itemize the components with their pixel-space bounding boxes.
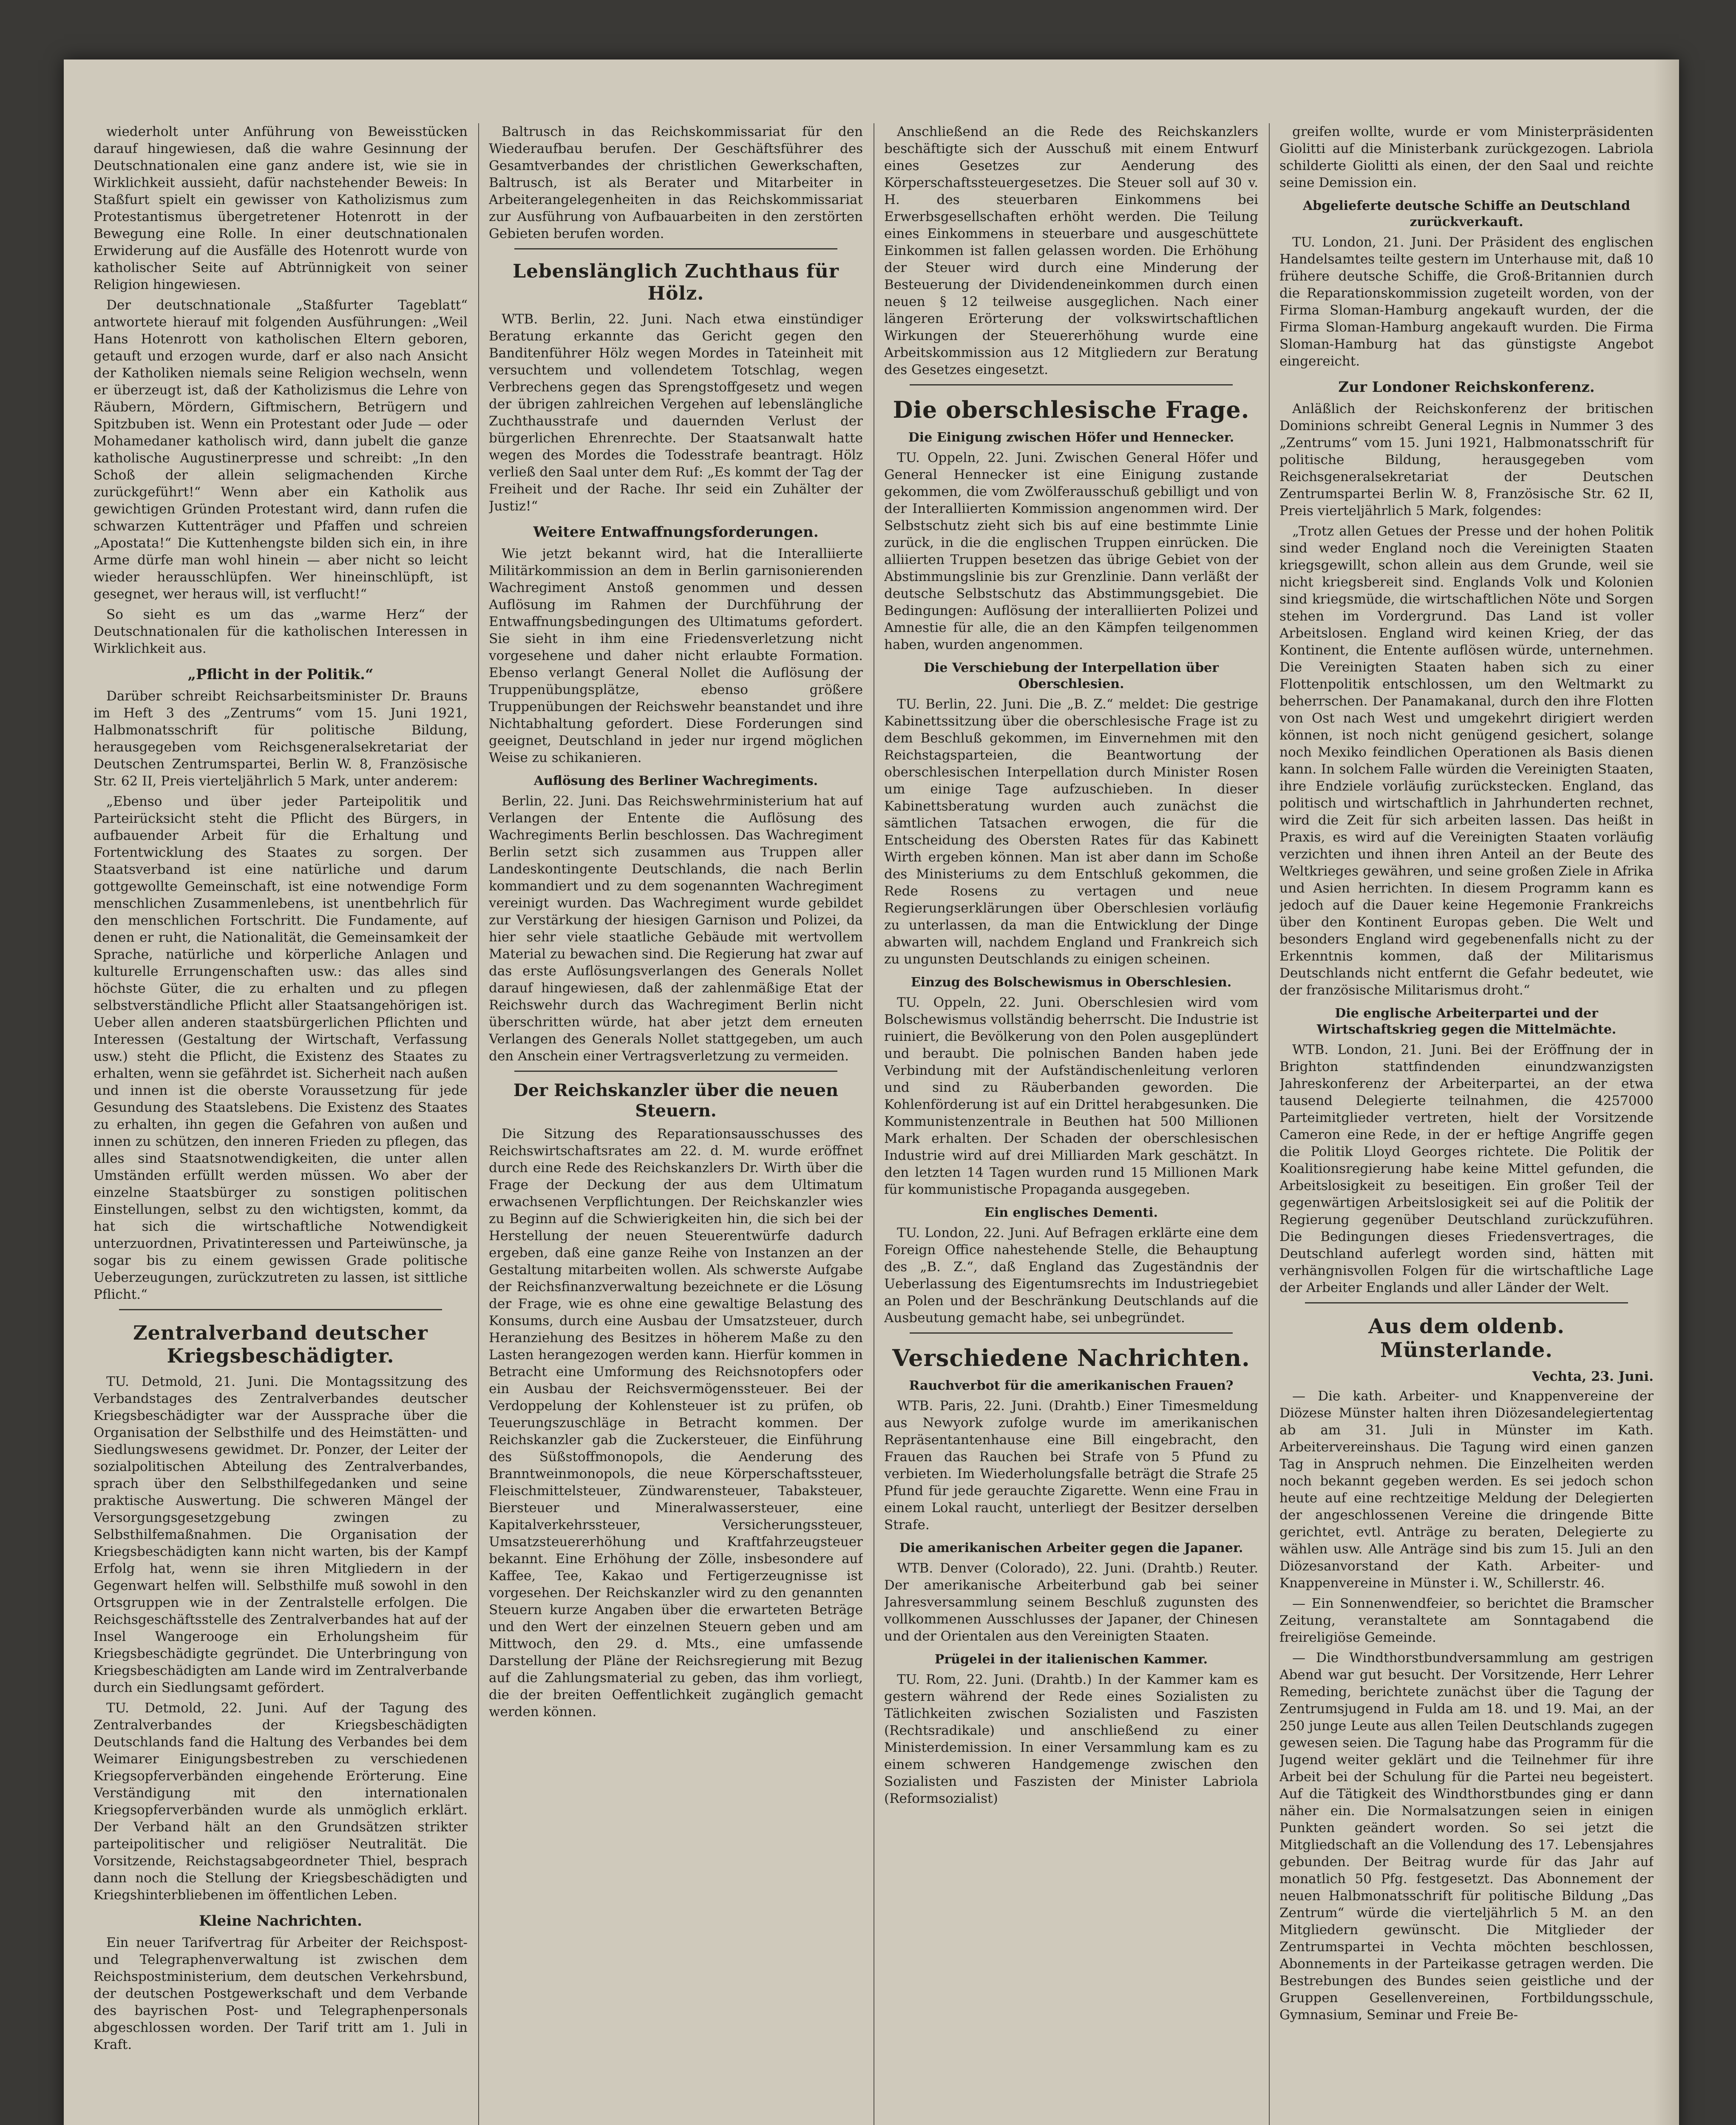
divider	[910, 384, 1233, 385]
column-3	[884, 123, 1258, 2125]
divider	[1305, 1302, 1628, 1303]
divider	[119, 1309, 442, 1310]
article-text: Die Sitzung des Reparationsausschusses des Reichswirtschaftsrates am 22. d. M. wurde eröffnet durch eine Rede des Reichskanzlers Dr. Wirth über die Frage der Deckung der aus dem Ultimatum erwachsenen Verpflichtungen. Der Reichskanzler wies zu Beginn auf die Schwierigkeiten hin, die sich bei der Herstellung der neuen Steuerentwürfe dadurch ergeben, daß eine ganze Reihe von Instanzen an der Gestaltung mitarbeiten wollen. Als schwerste Aufgabe der Reichsfinanzverwaltung bezeichnete er die Lösung der Frage, wie es ohne eine gewaltige Belastung des Konsums, durch eine Ausbau der Umsatzsteuer, durch Heranziehung des Besitzes in höherem Maße zu den Lasten herangezogen werden kann. Hierfür kommen in Betracht eine Umformung des Reichsnotopfers oder ein Ausbau der Reichsvermögenssteuer. Bei der Verdoppelung der Kohlensteuer ist zu prüfen, ob Teuerungszuschläge in Betracht kommen. Der Reichskanzler gab die Zuckersteuer, die Einführung des Süßstoffmonopols, die Aenderung des Branntweinmonopols, die neue Körperschaftssteuer, Fleischmittelsteuer, Zündwarensteuer, Tabaksteuer, Biersteuer und Mineralwassersteuer, eine Kapitalverkehrssteuer, Versicherungssteuer, Umsatzsteuererhöhung und Kraftfahrzeugsteuer bekannt. Eine Erhöhung der Zölle, insbesondere auf Kaffee, Tee, Kakao und Fertigerzeugnisse ist vorgesehen. Der Reichskanzler wird zu den genannten Steuern kurze Angaben über die erwarteten Beträge und den Wert der einzelnen Steuern geben und am Mittwoch, den 29. d. Mts., eine umfassende Darstellung der Pläne der Reichsregierung mit Bezug auf die Zahlungsmaterial zu geben, das ihm vorliegt, die der breiten Oeffentlichkeit zugänglich gemacht werden können.	[489, 1126, 863, 1720]
article-text: TU. London, 22. Juni. Auf Befragen erklärte eine dem Foreign Office nahestehende Stelle, die Behauptung des „B. Z.“, daß England das Zugeständnis der Ueberlassung des Eigentumsrechts im Industriegebiet an Polen und der Beschränkung Deutschlands auf die Ausbeutung gemacht habe, sei unbegründet.	[884, 1225, 1258, 1326]
subheadline-schiffe: Abgelieferte deutsche Schiffe an Deutschland zurückverkauft.	[1303, 198, 1630, 230]
article-text: TU. London, 21. Juni. Der Präsident des englischen Handelsamtes teilte gestern im Unterhause mit, daß 10 frühere deutsche Schiffe, die Groß-Britannien durch die Reparationskommission zugeteilt worden, von der Firma Sloman-Hamburg angekauft wurden, der die Firma Sloman-Hamburg angekauft wurden. Die Firma Sloman-Hamburg hat das günstigste Angebot eingereicht.	[1279, 235, 1654, 369]
column-2	[489, 123, 863, 2125]
subheadline-verschiebung: Die Verschiebung der Interpellation über Oberschlesien.	[923, 660, 1219, 691]
subheadline-bolschewismus: Einzug des Bolschewismus in Oberschlesien.	[911, 975, 1232, 990]
article-text: TU. Oppeln, 22. Juni. Oberschlesien wird vom Bolschewismus vollständig beherrscht. Die Industrie ist ruiniert, die Bevölkerung von den Polen ausgeplündert und beraubt. Die polnischen Banden haben jede Verbindung mit der Aufständischenleitung verloren und sind zu Räuberbanden geworden. Die Kohlenförderung ist auf ein Drittel herabgesunken. Die Kommunistenzentrale in Beuthen hat 500 Millionen Mark erhalten. Der Schaden der oberschlesischen Industrie wird auf drei Milliarden Mark geschätzt. In den letzten 14 Tagen wurden rund 15 Millionen Mark für kommunistische Propaganda ausgegeben.	[884, 995, 1258, 1197]
article-text: TU. Detmold, 21. Juni. Die Montagssitzung des Verbandstages des Zentralverbandes deutscher Kriegsbeschädigter war der Aussprache über die Organisation der Selbsthilfe und des Heimstätten- und Siedlungswesens gewidmet. Dr. Ponzer, der Leiter der sozialpolitischen Abteilung des Zentralverbandes, sprach über den Selbsthilfegedanken und seine praktische Auswertung. Die schweren Mängel der Versorgungsgesetzgebung zwingen zu Selbsthilfemaßnahmen. Die Organisation der Kriegsbeschädigten kann nicht warten, bis der Kampf Erfolg hat, wenn sie ihren Mitgliedern in der Gegenwart helfen will. Selbsthilfe muß sowohl in den Ortsgruppen wie in der Zentralstelle erfolgen. Die Reichsgeschäftsstelle des Zentralverbandes hat auf der Insel Wangerooge ein Erholungsheim für Kriegsbeschädigte gegründet. Die Unterbringung von Kriegsbeschädigten am Lande wird im Zentralverbande durch ein Siedlungsamt gefördert.	[94, 1374, 468, 1695]
subheadline-dementi: Ein englisches Dementi.	[984, 1205, 1158, 1220]
article-text: — Die Windthorstbundversammlung am gestrigen Abend war gut besucht. Der Vorsitzende, Herr Lehrer Remeding, berichtete zunächst über die Tagung der Zentrumsjugend in Fulda am 18. und 19. Mai, an der 250 junge Leute aus allen Teilen Deutschlands zugegen gewesen seien. Die Tagung habe das Programm für die Jugend weiter geklärt und die Teilnehmer für ihre Arbeit bei der Schulung für die Partei neu begeistert. Auf die Tätigkeit des Windthorstbundes ging er dann näher ein. Die Normalsatzungen seien in einigen Punkten geändert worden. So sei jetzt die Mitgliedschaft an die Vollendung des 17. Lebensjahres gebunden. Der Beitrag wurde für das Jahr auf monatlich 50 Pfg. festgesetzt. Das Abonnement der neuen Halbmonatsschrift für politische Bildung „Das Zentrum“ würde die vierteljährlich 5 M. an den Mitgliedern gewünscht. Die Mitglieder der Zentrumspartei in Vechta möchten beschlossen, Abonnements in der Parteikasse getragen werden. Die Bestrebungen des Bundes seien geistliche und der Gruppen Gesellenvereinen, Fortbildungsschule, Gymnasium, Seminar und Freie Be-	[1279, 1650, 1654, 2023]
article-text: Wie jetzt bekannt wird, hat die Interalliierte Militärkommission an dem in Berlin garnisonierenden Wachregiment Anstoß genommen und dessen Auflösung im Rahmen der Durchführung der Entwaffnungsbedingungen des Ultimatums gefordert. Sie sieht in ihm eine Friedensverletzung nicht vorgesehene und daher nicht erlaubte Formation. Ebenso verlangt General Nollet die Auflösung der Truppenübungsplätze, ebenso größere Truppenübungen der Reichswehr beanstandet und ihre Nichtabhaltung gefordert. Diese Forderungen sind geeignet, Deutschland in jeder nur irgend möglichen Weise zu schikanieren.	[489, 546, 863, 765]
headline-zentralverband: Zentralverband deutscher Kriegsbeschädigter.	[133, 1321, 428, 1367]
article-text: „Trotz allen Getues der Presse und der hohen Politik sind weder England noch die Vereinigten Staaten kriegsgewillt, schon allein aus dem Grunde, weil sie nicht kriegsbereit sind. Englands Volk und Kolonien sind kriegsmüde, die wirtschaftlichen Nöte und Sorgen stehen im Vordergrund. Das Land ist voller Arbeitslosen. England wird keinen Krieg, der das Kontinent, die Entente auflösen würde, unternehmen. Die Vereinigten Staaten haben sich zu einer Flottenpolitik entschlossen, um den Weltmarkt zu beherrschen. Der Panamakanal, durch den ihre Flotten von Ost nach West und umgekehrt dirigiert werden können, ist noch nicht genügend gesichert, solange noch Mexiko feindlichen Operationen als Basis dienen kann. In solchem Falle würden die Vereinigten Staaten, ihre Endziele vorläufig zurückstecken. England, das politisch und wirtschaftlich in Jahrhunderten rechnet, wird die Zeit für sich arbeiten lassen. Das heißt in Praxis, es wird auf die Vereinigten Staaten vorläufig verzichten und ihnen ihren Anteil an der Beute des Weltkrieges gewähren, und seine großen Ziele in Afrika und Asien herrichten. In diesem Programm kann es jedoch auf die Dauer keine Hegemonie Frankreichs über den Kontinent Europas geben. Die Welt und besonders England wird gegebenenfalls nicht zu der Erkenntnis kommen, daß der Militarismus Deutschlands nicht entfernt die Gefahr bedeutet, wie der französische Militarismus droht.“	[1279, 524, 1654, 998]
subheadline-pruegelei: Prügelei in der italienischen Kammer.	[934, 1652, 1208, 1667]
headline-wachregiment: Auflösung des Berliner Wachregiments.	[533, 774, 818, 788]
divider	[514, 248, 837, 249]
article-text: Der deutschnationale „Staßfurter Tageblatt“ antwortete hierauf mit folgenden Ausführungen: „Weil Hans Hotenrott von katholischen Eltern geboren, getauft und erzogen wurde, darf er also nach Ansicht der Katholiken niemals seine Religion wechseln, wenn er überzeugt ist, daß der Katholizismus die Lehre von Räubern, Mördern, Giftmischern, Betrügern und Spitzbuben ist. Wenn ein Protestant oder Jude — oder Mohamedaner katholisch wird, dann jubelt die ganze katholische Augustinerpresse und schreibt: „In den Schoß der allein seligmachenden Kirche zurückgeführt!“ Wenn aber ein Katholik aus gewichtigen Gründen Protestant wird, dann rufen die schwarzen Kuttenträger und Pfaffen und schreien „Apostata!“ Die Kuttenhengste bilden sich ein, in ihre Arme dürfe man wohl hinein — aber nicht so leicht wieder herausschlüpfen. Wer hineinschlüpft, ist gesegnet, wer heraus will, ist verflucht!“	[94, 298, 468, 602]
article-text: „Ebenso und über jeder Parteipolitik und Parteirücksicht steht die Pflicht des Bürgers, in aufbauender Arbeit für die Erhaltung und Fortentwicklung des Staates zu sorgen. Der Staatsverband ist eine natürliche und darum gottgewollte Gemeinschaft, ist eine notwendige Form menschlichen Zusammenlebens, ist unentbehrlich für den menschlichen Fortschritt. Die Fundamente, auf denen er ruht, die Nationalität, die Gemeinsamkeit der Sprache, natürliche und körperliche Anlagen und kulturelle Errungenschaften usw.: das alles sind höchste Güter, die zu erhalten und zu pflegen selbstverständliche Pflicht aller Staatsangehörigen ist. Ueber allen anderen staatsbürgerlichen Pflichten und Interessen (Gestaltung der Wirtschaft, Verfassung usw.) steht die Pflicht, die Existenz des Staates zu erhalten, wenn sie gefährdet ist. Sicherheit nach außen und innen ist die oberste Voraussetzung für jede Gesundung des Staatslebens. Die Existenz des Staates zu erhalten, ihn gegen die Gefahren von außen und innen zu schützen, den inneren Frieden zu pflegen, das alles sind Staatsnotwendigkeiten, die unter allen Umständen erfüllt werden müssen. Wo aber der einzelne Staatsbürger zu sonstigen politischen Einstellungen, selbst zu den wichtigsten, kommt, da hat sich die wirtschaftliche Notwendigkeit unterzuordnen, Privatinteressen und Parteiwünsche, ja sogar bis zu einem gewissen Grade politische Ueberzeugungen, zurückzutreten zu lassen, ist sittliche Pflicht.“	[94, 794, 468, 1302]
article-text: Anläßlich der Reichskonferenz der britischen Dominions schreibt General Legnis in Nummer 3 des „Zentrums“ vom 15. Juni 1921, Halbmonatsschrift für politische Bildung, herausgegeben vom Reichsgeneralsekretariat der Deutschen Zentrumspartei Berlin W. 8, Französische Str. 62 II, Preis vierteljährlich 5 Mark, folgendes:	[1279, 401, 1654, 518]
headline-hoelz: Lebenslänglich Zuchthaus für Hölz.	[513, 261, 839, 304]
column-rule	[478, 123, 479, 2125]
article-text: Berlin, 22. Juni. Das Reichswehrministerium hat auf Verlangen der Entente die Auflösung des Wachregiments Berlin beschlossen. Das Wachregiment Berlin setzt sich zusammen aus Truppen aller Landeskontingente Deutschlands, die nach Berlin kommandiert und zu dem sogenannten Wachregiment vereinigt wurden. Das Wachregiment wurde gebildet zur Verstärkung der hiesigen Garnison und Polizei, da hier sehr viele staatliche Gebäude mit wertvollem Material zu bewachen sind. Die Regierung hat zwar auf das erste Auflösungsverlangen des Generals Nollet darauf hingewiesen, daß der zahlenmäßige Etat der Reichswehr durch das Wachregiment Berlin nicht überschritten würde, hat aber jetzt dem erneuten Verlangen des Generals Nollet stattgegeben, um auch den Anschein einer Vertragsverletzung zu vermeiden.	[489, 793, 863, 1064]
headline-entwaffnung: Weitere Entwaffnungsforderungen.	[533, 524, 819, 541]
article-text: Ein neuer Tarifvertrag für Arbeiter der Reichspost- und Telegraphenverwaltung ist zwischen dem Reichspostministerium, dem deutschen Verkehrsbund, der deutschen Postgewerkschaft und dem Verbande des bayrischen Post- und Telegraphenpersonals abgeschlossen worden. Der Tarif tritt am 1. Juli in Kraft.	[94, 1935, 468, 2052]
headline-oberschlesische-frage: Die oberschlesische Frage.	[893, 396, 1250, 423]
column-rule	[1269, 123, 1270, 2125]
subheadline-japaner: Die amerikanischen Arbeiter gegen die Japaner.	[899, 1541, 1243, 1556]
headline-steuern: Der Reichskanzler über die neuen Steuern.	[513, 1080, 839, 1121]
article-text: TU. Berlin, 22. Juni. Die „B. Z.“ meldet: Die gestrige Kabinettssitzung über die oberschlesische Frage ist zu dem Beschluß gekommen, im Einvernehmen mit den Reichstagsparteien, die Beantwortung der oberschlesischen Interpellation durch Minister Rosen um einige Tage aufzuschieben. In dieser Kabinettsberatung wurden auch zunächst die sämtlichen Tatsachen erwogen, die für die Entscheidung des Obersten Rates für das Kabinett Wirth ergeben können. Man ist aber dann im Schoße des Ministeriums zu dem Entschluß gekommen, die Rede Rosens zu vertagen und neue Regierungserklärungen über Oberschlesien vorläufig zu unterlassen, da man die Entwicklung der Dinge abwarten will, nachdem England und Frankreich sich zu ungunsten Deutschlands zu einigen scheinen.	[884, 697, 1258, 967]
subheadline-einigung: Die Einigung zwischen Höfer und Hennecker.	[908, 430, 1234, 445]
divider	[514, 1071, 837, 1072]
article-text: TU. Oppeln, 22. Juni. Zwischen General Höfer und General Hennecker ist eine Einigung zustande gekommen, die vom Zwölferausschuß gebilligt und von der Interalliierten Kommission angenommen wird. Der Selbstschutz zieht sich bis auf eine bestimmte Linie zurück, in die die englischen Truppen einrücken. Die alliierten Truppen besetzen das übrige Gebiet von der Abstimmungslinie bis zur Grenzlinie. Dann verläßt der deutsche Selbstschutz das Abstimmungsgebiet. Die Bedingungen: Auflösung der interalliierten Polizei und Amnestie für alle, die an den Kämpfen teilgenommen haben, wurden angenommen.	[884, 450, 1258, 652]
column-4	[1279, 123, 1654, 2125]
article-text: WTB. Paris, 22. Juni. (Drahtb.) Einer Timesmeldung aus Newyork zufolge wurde im amerikanischen Repräsentantenhause eine Bill eingebracht, den Frauen das Rauchen bei Strafe von 5 Pfund zu verbieten. Im Wiederholungsfalle beträgt die Strafe 25 Pfund für jede gerauchte Zigarette. Wenn eine Frau in einem Lokal raucht, unterliegt der Besitzer derselben Strafe.	[884, 1398, 1258, 1533]
headline-kleine-nachrichten: Kleine Nachrichten.	[199, 1912, 362, 1930]
article-text: So sieht es um das „warme Herz“ der Deutschnationalen für die katholischen Interessen in Wirklichkeit aus.	[94, 607, 468, 656]
subheadline-rauchverbot: Rauchverbot für die amerikanischen Frauen?	[909, 1378, 1234, 1393]
article-text: — Ein Sonnenwendfeier, so berichtet die Bramscher Zeitung, veranstaltete am Sonntagabend die freireligiöse Gemeinde.	[1279, 1596, 1654, 1645]
article-text: WTB. Denver (Colorado), 22. Juni. (Drahtb.) Reuter. Der amerikanische Arbeiterbund gab bei seiner Jahresversammlung seinem Beschluß zugunsten des vollkommenen Ausschlusses der Japaner, der Chinesen und der Orientalen aus den Vereinigten Staaten.	[884, 1561, 1258, 1644]
subheadline-arbeiterpartei: Die englische Arbeiterpartei und der Wirtschaftskrieg gegen die Mittelmächte.	[1316, 1006, 1617, 1037]
headline-londoner-reichskonferenz: Zur Londoner Reichskonferenz.	[1338, 379, 1595, 396]
newspaper-page	[64, 60, 1679, 2125]
divider	[910, 1332, 1233, 1334]
article-text: Anschließend an die Rede des Reichskanzlers beschäftigte sich der Ausschuß mit einem Entwurf eines Gesetzes zur Aenderung des Körperschaftssteuergesetzes. Die Steuer soll auf 30 v. H. des steuerbaren Einkommens bei Erwerbsgesellschaften erhöht werden. Die Teilung eines Einkommens in steuerbare und ausgeschüttete Einkommen ist fallen gelassen worden. Die Erhöhung der Steuer wird durch eine Minderung der Besteuerung der Dividendeneinkommen durch einen neuen § 12 teilweise ausgeglichen. Nach einer längeren Erörterung der volkswirtschaftlichen Wirkungen der Steuererhöhung wurde eine Arbeitskommission aus 12 Mitgliedern zur Beratung des Gesetzes eingesetzt.	[884, 124, 1258, 377]
article-text: greifen wollte, wurde er vom Ministerpräsidenten Giolitti auf die Ministerbank zurückgezogen. Labriola schilderte Giolitti als einen, der den Saal und reichte seine Demission ein.	[1279, 124, 1654, 190]
article-text: wiederholt unter Anführung von Beweisstücken darauf hingewiesen, daß die wahre Gesinnung der Deutschnationalen eine ganz andere ist, wie sie in Wirklichkeit aussieht, dafür nachstehender Beweis: In Staßfurt spielt ein gewisser von Katholizismus zum Protestantismus übergetretener Hotenrott in der Bewegung eine Rolle. In einer deutschnationalen Erwiderung auf die Ausfälle des Hotenrott wurde von katholischer Seite auf Abtrünnigkeit von seiner Religion hingewiesen.	[94, 124, 468, 292]
headline-pflicht: „Pflicht in der Politik.“	[187, 666, 374, 683]
article-text: TU. Detmold, 22. Juni. Auf der Tagung des Zentralverbandes der Kriegsbeschädigten Deutschlands fand die Haltung des Verbandes bei dem Weimarer Einigungsbestreben zu verschiedenen Kriegsopferverbänden eingehende Erörterung. Eine Verständigung mit den internationalen Kriegsopferverbänden wurde als unmöglich erklärt. Der Verband hält an den Grundsätzen strikter parteipolitischer und religiöser Neutralität. Die Vorsitzende, Reichstagsabgeordneter Thiel, besprach dann noch die Stellung der Kriegsbeschädigten und Kriegshinterbliebenen im öffentlichen Leben.	[94, 1700, 468, 1903]
dateline: Vechta, 23. Juni.	[1532, 1369, 1654, 1384]
headline-verschiedene-nachrichten: Verschiedene Nachrichten.	[892, 1344, 1250, 1371]
page-edge-shadow	[1654, 60, 1679, 2125]
article-text: WTB. London, 21. Juni. Bei der Eröffnung der in Brighton stattfindenden einundzwanzigsten Jahreskonferenz der Arbeiterpartei, an der etwa tausend Delegierte teilnahmen, die 4257000 Parteimitglieder vertreten, hielt der Vorsitzende Cameron eine Rede, in der er heftige Angriffe gegen die Politik Lloyd Georges richtete. Die Politik der Koalitionsregierung habe keine Mittel gefunden, die Arbeitslosigkeit zu beseitigen. Ein großer Teil der gegenwärtigen Arbeitslosigkeit sei auf die Politik der Regierung gegenüber Deutschland zurückzuführen. Die Bedingungen dieses Friedensvertrages, die Deutschland auferlegt worden sind, hätten mit verhängnisvollen Folgen für die wirtschaftliche Lage der Arbeiter Englands und aller Länder der Welt.	[1279, 1042, 1654, 1295]
article-text: Baltrusch in das Reichskommissariat für den Wiederaufbau berufen. Der Geschäftsführer des Gesamtverbandes der christlichen Gewerkschaften, Baltrusch, ist als Berater und Mitarbeiter in Arbeiterangelegenheiten in das Reichskommissariat zur Ausführung von Aufbauarbeiten in den zerstörten Gebieten berufen worden.	[489, 124, 863, 241]
article-text: WTB. Berlin, 22. Juni. Nach etwa einstündiger Beratung erkannte das Gericht gegen den Banditenführer Hölz wegen Mordes in Tateinheit mit versuchtem und vollendetem Totschlag, wegen Verbrechens gegen das Sprengstoffgesetz und wegen der übrigen zahlreichen Vergehen auf lebenslängliche Zuchthausstrafe und dauernden Verlust der bürgerlichen Ehrenrechte. Der Staatsanwalt hatte wegen des Mordes die Todesstrafe beantragt. Hölz verließ den Saal unter dem Ruf: „Es kommt der Tag der Freiheit und der Rache. Ihr seid ein Zuhälter der Justiz!“	[489, 312, 863, 514]
article-text: — Die kath. Arbeiter- und Knappenvereine der Diözese Münster halten ihren Diözesandelegiertentag ab am 31. Juli in Münster im Kath. Arbeitervereinshaus. Die Tagung wird einen ganzen Tag in Anspruch nehmen. Die Einzelheiten werden noch bekannt gegeben werden. Es sei jedoch schon heute auf eine rechtzeitige Meldung der Delegierten der angeschlossenen Vereine die dringende Bitte gerichtet, evtl. Anträge zu beraten, Delegierte zu wählen usw. Alle Anträge sind bis zum 15. Juli an den Diözesanvorstand der Kath. Arbeiter- und Knappenvereine in Münster i. W., Schillerstr. 46.	[1279, 1388, 1654, 1591]
headline-muensterlande: Aus dem oldenb. Münsterlande.	[1368, 1315, 1565, 1362]
article-text: Darüber schreibt Reichsarbeitsminister Dr. Brauns im Heft 3 des „Zentrums“ vom 15. Juni 1921, Halbmonatsschrift für politische Bildung, herausgegeben vom Reichsgeneralsekretariat der Deutschen Zentrumspartei, Berlin W. 8, Französische Str. 62 II, Preis vierteljährlich 5 Mark, unter anderem:	[94, 688, 468, 789]
column-1	[94, 123, 468, 2125]
article-text: TU. Rom, 22. Juni. (Drahtb.) In der Kammer kam es gestern während der Rede eines Sozialisten zu Tätlichkeiten zwischen Sozialisten und Faszisten (Rechtsradikale) und anschließend zu einer Ministerdemission. In einer Versammlung kam es zu einem schweren Handgemenge zwischen den Sozialisten und Faszisten der Minister Labriola (Reformsozialist)	[884, 1672, 1258, 1806]
